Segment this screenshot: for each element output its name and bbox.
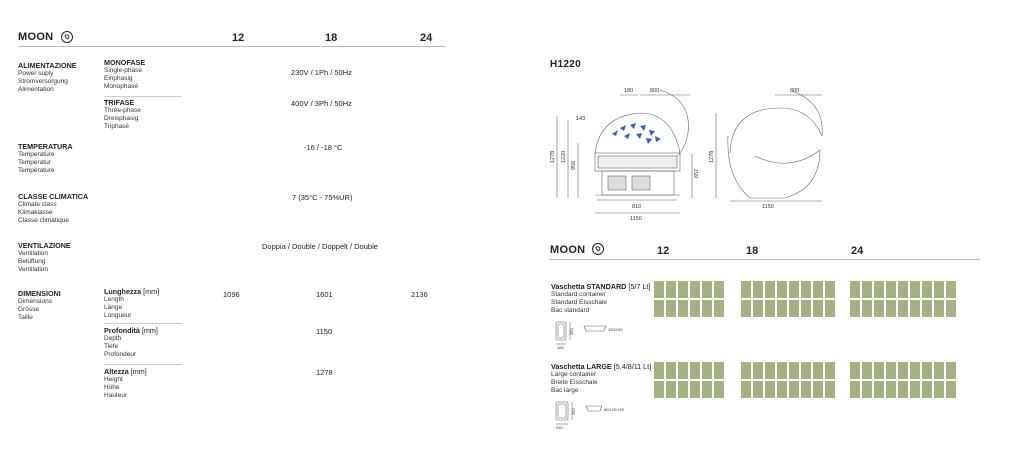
dim-w: 250 bbox=[556, 425, 563, 430]
container-slot bbox=[753, 300, 763, 317]
section-sub: Classe climatique bbox=[18, 216, 69, 224]
depth-value: 1150 bbox=[316, 327, 333, 336]
ventilation-value: Doppia / Double / Doppelt / Double bbox=[262, 242, 378, 251]
label-sub: Longueur bbox=[104, 311, 132, 319]
section-sub: Stromversorgung bbox=[18, 77, 68, 85]
container-slot bbox=[898, 300, 908, 317]
section-temperature bbox=[18, 143, 73, 174]
label-sub: Monophasé bbox=[104, 82, 138, 90]
label-sub: Height bbox=[104, 376, 123, 383]
large-container-diagram bbox=[552, 400, 642, 434]
section-sub: Temperature bbox=[18, 151, 55, 158]
label-sub: Bac standard bbox=[551, 306, 590, 314]
label-unit: [mm] bbox=[130, 367, 147, 376]
container-slot bbox=[702, 381, 712, 398]
section-sub: Ventilation bbox=[18, 265, 48, 273]
label-title: Lunghezza bbox=[104, 287, 142, 296]
dim-800-front: 800 bbox=[650, 88, 660, 94]
container-slot bbox=[946, 362, 956, 379]
container-slot bbox=[801, 381, 811, 398]
container-slot bbox=[765, 381, 775, 398]
container-slot bbox=[825, 281, 835, 298]
col-header-12: 12 bbox=[657, 245, 670, 257]
section-title: CLASSE CLIMATICA bbox=[18, 192, 89, 201]
container-slot bbox=[678, 381, 688, 398]
container-slot bbox=[813, 362, 823, 379]
container-slot bbox=[666, 381, 676, 398]
col-header-24: 24 bbox=[851, 245, 864, 257]
container-slot bbox=[765, 362, 775, 379]
container-slot bbox=[813, 281, 823, 298]
container-slot bbox=[702, 281, 712, 298]
container-slot bbox=[874, 362, 884, 379]
container-slot bbox=[874, 381, 884, 398]
section-power bbox=[18, 62, 77, 93]
container-slot bbox=[862, 362, 872, 379]
temperature-value: -16 / -18 °C bbox=[304, 143, 343, 152]
standard-grid-24 bbox=[850, 281, 956, 317]
row-divider bbox=[104, 364, 182, 365]
label-sub: Dreisphasig bbox=[104, 114, 139, 122]
container-slot bbox=[666, 300, 676, 317]
container-slot bbox=[946, 300, 956, 317]
container-slot bbox=[753, 281, 763, 298]
section-sub: Dimensions bbox=[18, 298, 52, 305]
label-sub: Large container bbox=[551, 371, 597, 378]
col-header-18: 18 bbox=[325, 32, 338, 44]
label-sub: Single-phase bbox=[104, 67, 142, 74]
monophase-value: 230V / 1Ph / 50Hz bbox=[291, 68, 352, 77]
dim-1278-front: 1278 bbox=[550, 150, 556, 163]
container-slot bbox=[654, 281, 664, 298]
container-slot bbox=[714, 362, 724, 379]
large-container-label bbox=[551, 363, 651, 394]
container-slot bbox=[753, 381, 763, 398]
header-divider bbox=[18, 46, 446, 47]
label-sub: Depth bbox=[104, 335, 122, 342]
label-sub: Length bbox=[104, 296, 124, 303]
brand-title-right: MOON bbox=[550, 244, 586, 256]
section-sub: Klimaklasse bbox=[18, 208, 53, 216]
container-slot bbox=[850, 381, 860, 398]
section-sub: Power suply bbox=[18, 70, 54, 77]
container-slot bbox=[678, 300, 688, 317]
container-slot bbox=[789, 281, 799, 298]
container-slot bbox=[777, 300, 787, 317]
col-header-18: 18 bbox=[746, 245, 759, 257]
row-divider bbox=[104, 96, 182, 97]
label-sub: Standard Eisschale bbox=[551, 298, 608, 306]
label-sub: Standard container bbox=[551, 291, 606, 298]
large-grid-18 bbox=[741, 362, 835, 398]
container-slot bbox=[813, 300, 823, 317]
label-sub: Bac large bbox=[551, 386, 579, 394]
container-slot bbox=[898, 281, 908, 298]
container-slot bbox=[654, 381, 664, 398]
container-slot bbox=[850, 300, 860, 317]
container-slot bbox=[910, 362, 920, 379]
container-slot bbox=[934, 381, 944, 398]
label-sub: Three-phase bbox=[104, 107, 141, 114]
container-slot bbox=[741, 281, 751, 298]
container-slot bbox=[690, 362, 700, 379]
label-title: Vaschetta LARGE bbox=[551, 362, 612, 371]
section-sub: Climate class bbox=[18, 201, 57, 208]
section-climate bbox=[18, 193, 88, 224]
container-slot bbox=[946, 281, 956, 298]
section-sub: Ventilation bbox=[18, 250, 48, 257]
cabinet-technical-drawing bbox=[540, 78, 840, 228]
dim-657: 657 bbox=[694, 168, 700, 178]
label-sub: Triphasé bbox=[104, 122, 130, 130]
container-slot bbox=[690, 281, 700, 298]
label-title: Profondità bbox=[104, 326, 140, 335]
large-grid-12 bbox=[654, 362, 724, 398]
dim-side: 120/150 bbox=[608, 327, 623, 332]
container-slot bbox=[777, 362, 787, 379]
dim-1150-side: 1150 bbox=[762, 204, 774, 210]
section-title: ALIMENTAZIONE bbox=[18, 61, 77, 70]
dim-143: 143 bbox=[576, 116, 586, 122]
container-slot bbox=[678, 362, 688, 379]
section-title: TEMPERATURA bbox=[18, 142, 73, 151]
container-slot bbox=[690, 381, 700, 398]
container-slot bbox=[886, 281, 896, 298]
container-slot bbox=[654, 362, 664, 379]
container-slot bbox=[922, 362, 932, 379]
standard-grid-18 bbox=[741, 281, 835, 317]
dim-810: 810 bbox=[632, 204, 642, 210]
label-title: MONOFASE bbox=[104, 58, 146, 67]
dim-w: 165 bbox=[557, 345, 564, 350]
climate-value: 7 (35°C - 75%UR) bbox=[292, 193, 353, 202]
label-sub: Profondeur bbox=[104, 350, 137, 358]
container-slot bbox=[934, 281, 944, 298]
standard-container-label bbox=[551, 283, 650, 314]
container-slot bbox=[741, 300, 751, 317]
container-slot bbox=[922, 381, 932, 398]
container-slot bbox=[886, 362, 896, 379]
container-slot bbox=[886, 300, 896, 317]
container-slot bbox=[825, 381, 835, 398]
container-slot bbox=[910, 381, 920, 398]
container-slot bbox=[789, 362, 799, 379]
container-slot bbox=[801, 362, 811, 379]
label-title: Vaschetta STANDARD bbox=[551, 282, 627, 291]
section-sub: Taille bbox=[18, 313, 33, 321]
model-title: H1220 bbox=[550, 59, 581, 70]
container-slot bbox=[946, 381, 956, 398]
label-unit: [5,4/8/11 Lt] bbox=[613, 362, 652, 371]
section-sub: Belüftung bbox=[18, 257, 46, 265]
large-grid-24 bbox=[850, 362, 956, 398]
label-sub: Länge bbox=[104, 303, 123, 311]
location-pin-icon bbox=[61, 31, 73, 43]
container-slot bbox=[934, 300, 944, 317]
section-title: VENTILAZIONE bbox=[18, 241, 71, 250]
dim-1278-side: 1278 bbox=[709, 150, 715, 163]
section-sub: Temperatur bbox=[18, 158, 51, 166]
label-sub: Breite Eisschale bbox=[551, 378, 598, 386]
label-sub: Hauteur bbox=[104, 391, 128, 399]
container-slot bbox=[874, 300, 884, 317]
header-divider bbox=[550, 259, 980, 260]
container-slot bbox=[850, 362, 860, 379]
container-slot bbox=[813, 381, 823, 398]
container-slot bbox=[898, 381, 908, 398]
container-slot bbox=[741, 362, 751, 379]
container-slot bbox=[690, 300, 700, 317]
container-slot bbox=[886, 381, 896, 398]
container-slot bbox=[702, 362, 712, 379]
col-header-12: 12 bbox=[232, 32, 245, 44]
container-slot bbox=[654, 300, 664, 317]
container-slot bbox=[777, 381, 787, 398]
container-slot bbox=[862, 281, 872, 298]
standard-grid-12 bbox=[654, 281, 724, 317]
label-sub: Höhe bbox=[104, 383, 120, 391]
label-sub: Tiefe bbox=[104, 342, 119, 350]
height-value: 1278 bbox=[316, 368, 333, 377]
section-title: DIMENSIONI bbox=[18, 289, 61, 298]
container-slot bbox=[825, 300, 835, 317]
dim-h: 360 bbox=[571, 408, 576, 415]
label-sub: Einphasig bbox=[104, 74, 133, 82]
container-slot bbox=[702, 300, 712, 317]
container-slot bbox=[666, 362, 676, 379]
dim-side: 80/120/150 bbox=[604, 407, 625, 412]
container-slot bbox=[714, 300, 724, 317]
dim-180: 180 bbox=[624, 88, 634, 94]
label-unit: [5/7 Lt] bbox=[628, 282, 651, 291]
container-slot bbox=[765, 300, 775, 317]
label-unit: [mm] bbox=[143, 287, 160, 296]
dim-800-side: 800 bbox=[790, 88, 800, 94]
container-slot bbox=[801, 300, 811, 317]
container-slot bbox=[666, 281, 676, 298]
brand-title: MOON bbox=[18, 31, 54, 43]
container-slot bbox=[934, 362, 944, 379]
container-slot bbox=[922, 300, 932, 317]
container-slot bbox=[825, 362, 835, 379]
section-ventilation bbox=[18, 242, 71, 273]
container-slot bbox=[753, 362, 763, 379]
standard-container-diagram bbox=[552, 320, 632, 352]
container-slot bbox=[714, 281, 724, 298]
container-slot bbox=[789, 300, 799, 317]
dim-1220: 1220 bbox=[561, 150, 567, 163]
length-value-18: 1601 bbox=[316, 290, 333, 299]
depth-label bbox=[104, 327, 158, 358]
container-slot bbox=[714, 381, 724, 398]
triphase-value: 400V / 3Ph / 50Hz bbox=[291, 99, 352, 108]
dim-950: 950 bbox=[571, 160, 577, 170]
container-slot bbox=[741, 381, 751, 398]
container-slot bbox=[898, 362, 908, 379]
section-dimensions bbox=[18, 290, 61, 321]
container-slot bbox=[850, 281, 860, 298]
container-slot bbox=[910, 300, 920, 317]
dim-1150-front: 1150 bbox=[630, 216, 642, 222]
length-value-24: 2136 bbox=[411, 290, 428, 299]
height-label bbox=[104, 368, 147, 399]
section-sub: Température bbox=[18, 166, 55, 174]
monophase-label bbox=[104, 59, 145, 90]
col-header-24: 24 bbox=[420, 32, 433, 44]
container-slot bbox=[765, 281, 775, 298]
airflow-arrows bbox=[612, 123, 661, 144]
container-slot bbox=[910, 281, 920, 298]
row-divider bbox=[104, 323, 182, 324]
label-title: Altezza bbox=[104, 367, 129, 376]
length-value-12: 1096 bbox=[223, 290, 240, 299]
label-title: TRIFASE bbox=[104, 98, 135, 107]
container-slot bbox=[789, 381, 799, 398]
label-unit: [mm] bbox=[141, 326, 158, 335]
container-slot bbox=[922, 281, 932, 298]
length-label bbox=[104, 288, 159, 319]
dim-h: 360 bbox=[569, 328, 574, 335]
container-slot bbox=[862, 381, 872, 398]
triphase-label bbox=[104, 99, 141, 130]
section-sub: Grösse bbox=[18, 305, 39, 313]
location-pin-icon bbox=[592, 243, 604, 255]
section-sub: Alimentation bbox=[18, 85, 54, 93]
container-slot bbox=[678, 281, 688, 298]
container-slot bbox=[862, 300, 872, 317]
container-slot bbox=[874, 281, 884, 298]
container-slot bbox=[777, 281, 787, 298]
container-slot bbox=[801, 281, 811, 298]
